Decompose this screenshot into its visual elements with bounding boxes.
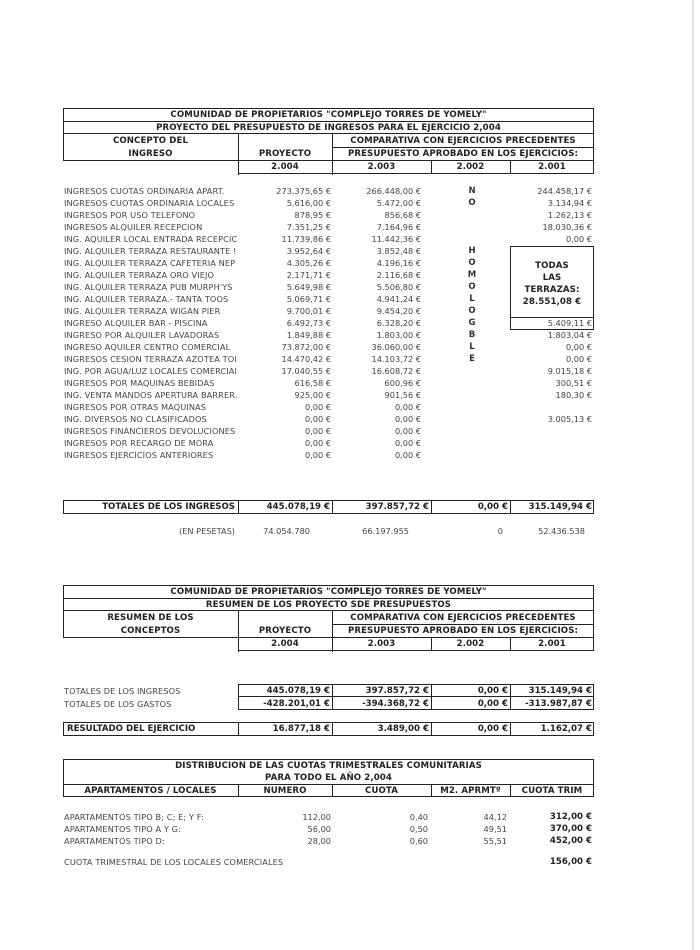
cuota-row-cuota: 0,60 [409, 836, 428, 846]
row-label: INGRESOS POR OTRAS MAQUINAS [64, 402, 207, 412]
row-2004: 1.849,88 € [286, 330, 331, 340]
row-2003: 4.941,24 € [376, 294, 421, 304]
row-label: INGRESOS FINANCIEROS DEVOLUCIONES [64, 426, 236, 436]
row-2001: 0,00 € [565, 354, 592, 364]
resumen-ingresos-2002: 0,00 € [477, 686, 508, 696]
row-2001: 300,51 € [555, 378, 592, 388]
ingresos-title: COMUNIDAD DE PROPIETARIOS "COMPLEJO TORRES DE YOMELY" [170, 110, 487, 120]
row-label: ING. VENTA MANDOS APERTURA BARRER. [64, 390, 238, 400]
row-label: ING. ALQUILER TERRAZA.- TANTA TOOS [64, 294, 229, 304]
cuotas-col-m2: M2. APRMTº [440, 785, 501, 796]
vertical-letter: E [469, 354, 475, 364]
row-2004: 925,00 € [294, 390, 331, 400]
cuotas-col-trim: CUOTA TRIM [521, 785, 583, 796]
row-label: INGRESO AQUILER CENTRO COMERCIAL [64, 342, 231, 352]
resumen-year-2004: 2.004 [271, 639, 299, 649]
resumen-col-presupuesto: PRESUPUESTO APROBADO EN LOS EJERCICIOS: [347, 625, 579, 636]
col-concept-line2: INGRESO [128, 148, 173, 159]
row-label: INGRESOS POR MAQUINAS BEBIDAS [64, 378, 215, 388]
row-2004: 6.492,73 € [286, 318, 331, 328]
row-2001: 0,00 € [565, 342, 592, 352]
row-2001: 1.803,04 € [547, 330, 592, 340]
locales-trim: 156,00 € [549, 857, 592, 867]
year-2001: 2.001 [538, 162, 566, 172]
col-proyecto: PROYECTO [258, 148, 312, 159]
row-2003: 600,96 € [384, 378, 421, 388]
resumen-year-2002: 2.002 [456, 639, 485, 649]
row-2003: 901,56 € [384, 390, 421, 400]
row-2003: 856,68 € [384, 210, 421, 220]
divider [238, 696, 594, 697]
row-label: INGRESOS CUOTAS ORDINARIA APART. [64, 186, 225, 196]
resultado-label: RESULTADO DEL EJERCICIO [67, 724, 196, 734]
row-2004: 9.700,01 € [286, 306, 331, 316]
row-label: INGRESO POR ALQUILER LAVADORAS [64, 330, 220, 340]
resumen-gastos-label: TOTALES DE LOS GASTOS [64, 699, 172, 709]
row-2003: 2.116,68 € [376, 270, 421, 280]
resumen-title-box [63, 585, 594, 599]
cuotas-col-cuota: CUOTA [365, 785, 398, 796]
row-2001: 9.015,18 € [547, 366, 592, 376]
resumen-col-comparativa: COMPARATIVA CON EJERCICIOS PRECEDENTES [350, 612, 576, 623]
cuota-row-numero: 112,00 [302, 812, 331, 822]
cuotas-col-apartamentos: APARTAMENTOS / LOCALES [84, 785, 217, 796]
resumen-gastos-2002: 0,00 € [477, 699, 508, 709]
row-2004: 5.616,00 € [286, 198, 331, 208]
ingresos-subtitle: PROYECTO DEL PRESUPUESTO DE INGRESOS PARA EL EJERCICIO 2,004 [156, 122, 501, 133]
row-2001: 1.262,13 € [547, 210, 592, 220]
row-2004: 7.351,25 € [286, 222, 331, 232]
year-2002: 2.002 [456, 162, 485, 172]
terrazas-box [510, 246, 594, 318]
terrazas-line2: LAS [542, 273, 562, 283]
pesetas-2004: 74.054.780 [263, 526, 310, 536]
vertical-letter: N [468, 186, 476, 196]
vertical-letter: L [469, 342, 475, 352]
totales-2004: 445.078,19 € [266, 502, 330, 512]
resumen-gastos-2003: -394.368,72 € [362, 699, 429, 709]
vertical-letter: H [468, 246, 476, 256]
totales-2001: 315.149,94 € [528, 502, 592, 512]
cuotas-title-line2: PARA TODO EL AÑO 2,004 [265, 773, 392, 783]
bar-piscina-2001-box [510, 317, 594, 330]
resumen-ingresos-2004: 445.078,19 € [266, 686, 330, 696]
row-2004: 0,00 € [304, 426, 331, 436]
row-label: INGRESOS ALQUILER RECEPCION [64, 222, 203, 232]
row-2004: 73.872,00 € [281, 342, 331, 352]
cuota-row-label: APARTAMENTOS TIPO B; C; E; Y F: [64, 812, 204, 822]
row-label: ING. ALQUILER TERRAZA CAFETERIA NEP [64, 258, 236, 268]
row-label: INGRESOS EJERCICIOS ANTERIORES [64, 450, 214, 460]
col-concept-line1: CONCEPTO DEL [112, 135, 189, 146]
row-2003: 11.442,36 € [371, 234, 421, 244]
cuotas-col-numero: NUMERO [263, 785, 307, 796]
row-2004: 3.952,64 € [286, 246, 331, 256]
row-2003: 14.103,72 € [371, 354, 421, 364]
row-label: ING. ALQUILER TERRAZA ORO VIEJO [64, 270, 215, 280]
row-2001: 3.005,13 € [547, 414, 592, 424]
resumen-gastos-2004: -428.201,01 € [263, 699, 330, 709]
row-label: ING. DIVERSOS NO CLASIFICADOS [64, 414, 207, 424]
row-2003: 0,00 € [394, 438, 421, 448]
pesetas-2001: 52.436.538 [538, 526, 585, 536]
vertical-letter: O [468, 198, 476, 208]
row-2001: 244.458,17 € [537, 186, 592, 196]
resumen-year-2003: 2.003 [367, 639, 396, 649]
row-2004: 14.470,42 € [281, 354, 331, 364]
row-label: ING. ALQUILER TERRAZA WIGAN PIER [64, 306, 221, 316]
row-2004: 0,00 € [304, 414, 331, 424]
row-2001: 0,00 € [565, 234, 592, 244]
row-label: INGRESO ALQUILER BAR - PISCINA [64, 318, 208, 328]
row-2003: 6.328,20 € [376, 318, 421, 328]
row-2004: 616,58 € [294, 378, 331, 388]
totales-label: TOTALES DE LOS INGRESOS [102, 502, 235, 512]
resultado-2003: 3.489,00 € [377, 724, 429, 734]
resumen-ingresos-label: TOTALES DE LOS INGRESOS [64, 686, 181, 696]
cuotas-title-box [63, 759, 594, 785]
vertical-letter: O [468, 282, 476, 292]
row-label: INGRESOS POR USO TELEFONO [64, 210, 196, 220]
year-2003: 2.003 [367, 162, 396, 172]
cuota-row-m2: 49,51 [483, 824, 507, 834]
resultado-2004: 16.877,18 € [272, 724, 330, 734]
row-2003: 0,00 € [394, 450, 421, 460]
row-2004: 5.069,71 € [286, 294, 331, 304]
row-2003: 5.506,80 € [376, 282, 421, 292]
col-comparativa: COMPARATIVA CON EJERCICIOS PRECEDENTES [350, 135, 576, 146]
vertical-letter: O [468, 306, 476, 316]
row-2004: 878,95 € [294, 210, 331, 220]
vertical-letter: B [468, 330, 476, 340]
row-label: INGRESOS CUOTAS ORDINARIA LOCALES [64, 198, 235, 208]
row-2003: 9.454,20 € [376, 306, 421, 316]
cuota-row-trim: 452,00 € [549, 836, 592, 846]
col-presupuesto: PRESUPUESTO APROBADO EN LOS EJERCICIOS: [347, 148, 579, 159]
terrazas-line3: TERRAZAS: [524, 285, 580, 295]
row-label: INGRESOS POR RECARGO DE MORA [64, 438, 214, 448]
totales-2002: 0,00 € [477, 502, 508, 512]
row-2003: 4.196,16 € [376, 258, 421, 268]
row-2004: 2.171,71 € [286, 270, 331, 280]
row-label: ING. ALQUILER TERRAZA RESTAURANTE ! [64, 246, 237, 256]
resumen-year-2001: 2.001 [538, 639, 566, 649]
cuota-row-numero: 56,00 [307, 824, 331, 834]
row-2004: 273.375,65 € [276, 186, 331, 196]
ingresos-title-box [63, 108, 594, 122]
pesetas-2003: 66.197.955 [362, 526, 409, 536]
pesetas-2002: 0 [497, 526, 503, 536]
row-label: ING. AQUILER LOCAL ENTRADA RECEPCIC [64, 234, 238, 244]
row-label: INGRESOS CESION TERRAZA AZOTEA TOI [64, 354, 237, 364]
row-2001: 5.409,11 € [547, 318, 592, 328]
row-2003: 0,00 € [394, 414, 421, 424]
vertical-letter: L [469, 294, 475, 304]
row-2003: 0,00 € [394, 426, 421, 436]
cuota-row-label: APARTAMENTOS TIPO D: [64, 836, 165, 846]
row-2004: 0,00 € [304, 450, 331, 460]
resumen-concept-line2: CONCEPTOS [120, 625, 181, 636]
row-2004: 4.305,26 € [286, 258, 331, 268]
cuotas-title-line1: DISTRIBUCION DE LAS CUOTAS TRIMESTRALES COMUNITARIAS [175, 761, 482, 771]
row-2003: 7.164,96 € [376, 222, 421, 232]
resumen-ingresos-2001: 315.149,94 € [528, 686, 592, 696]
resumen-col-proyecto: PROYECTO [258, 625, 312, 636]
resumen-title: COMUNIDAD DE PROPIETARIOS "COMPLEJO TORRES DE YOMELY" [170, 587, 487, 597]
row-2004: 0,00 € [304, 402, 331, 412]
pesetas-label: (EN PESETAS) [179, 526, 235, 536]
row-2001: 180,30 € [555, 390, 592, 400]
resultado-2002: 0,00 € [477, 724, 508, 734]
cuota-row-label: APARTAMENTOS TIPO A Y G: [64, 824, 181, 834]
row-2001: 3.134,94 € [547, 198, 592, 208]
cuota-row-trim: 370,00 € [549, 824, 592, 834]
locales-label: CUOTA TRIMESTRAL DE LOS LOCALES COMERCIALES [64, 857, 284, 867]
totales-2003: 397.857,72 € [365, 502, 429, 512]
resumen-ingresos-2003: 397.857,72 € [365, 686, 429, 696]
row-2001: 18.030,36 € [542, 222, 592, 232]
resumen-subtitle: RESUMEN DE LOS PROYECTO SDE PRESUPUESTOS [205, 599, 452, 610]
terrazas-line1: TODAS [535, 261, 569, 271]
page-edge [692, 0, 694, 950]
cuota-row-cuota: 0,40 [409, 812, 428, 822]
cuota-row-numero: 28,00 [307, 836, 331, 846]
year-2004: 2.004 [271, 162, 299, 172]
row-label: ING. ALQUILER TERRAZA PUB MURPH'YS [64, 282, 233, 292]
row-2003: 36.060,00 € [371, 342, 421, 352]
row-label: ING. POR AGUA/LUZ LOCALES COMERCIAI [64, 366, 238, 376]
resumen-gastos-2001: -313.987,87 € [525, 699, 592, 709]
row-2003: 5.472,00 € [376, 198, 421, 208]
vertical-letter: G [468, 318, 476, 328]
row-2003: 266.448,00 € [366, 186, 421, 196]
resumen-concept-line1: RESUMEN DE LOS [107, 612, 194, 623]
cuota-row-m2: 44,12 [483, 812, 507, 822]
row-2003: 0,00 € [394, 402, 421, 412]
row-2003: 16.608,72 € [371, 366, 421, 376]
row-2003: 3.852,48 € [376, 246, 421, 256]
vertical-letter: O [468, 258, 476, 268]
cuota-row-trim: 312,00 € [549, 812, 592, 822]
terrazas-amount: 28.551,08 € [522, 297, 582, 307]
row-2003: 1.803,00 € [376, 330, 421, 340]
row-2004: 0,00 € [304, 438, 331, 448]
cuota-row-m2: 55,51 [483, 836, 507, 846]
row-2004: 17.040,55 € [281, 366, 331, 376]
vertical-letter: M [467, 270, 477, 280]
cuota-row-cuota: 0,50 [409, 824, 428, 834]
row-2004: 11.739,86 € [281, 234, 331, 244]
resultado-2001: 1.162,07 € [540, 724, 592, 734]
row-2004: 5.649,98 € [286, 282, 331, 292]
